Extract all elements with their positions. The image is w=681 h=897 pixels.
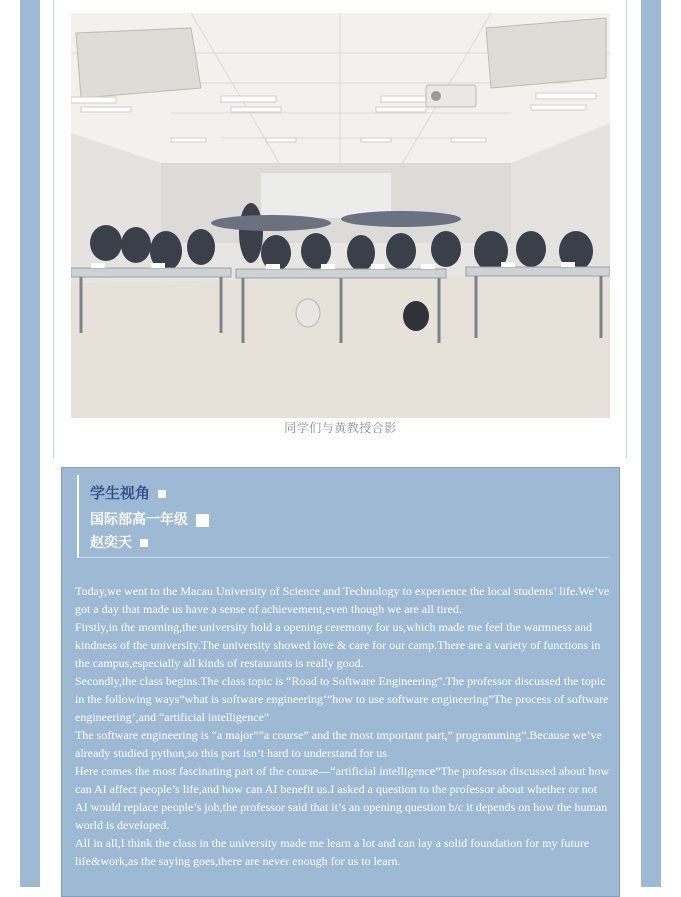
grade-row: [90, 509, 209, 529]
section-title-row: [90, 482, 166, 503]
left-side-band: [20, 0, 40, 887]
article-paragraph: Firstly,in the morning,the university hold a opening ceremony for us,which made me feel the warmness and kindness of the university.The university showed love & care for our camp.There are a variety of functions in the campus,especially all kinds of restaurants is really good.: [75, 620, 601, 670]
square-bullet-icon: [196, 514, 209, 527]
author-name: 赵奕天: [90, 535, 132, 551]
article-body: [75, 582, 611, 870]
article-paragraph: The software engineering is “a major””a course” and the most important part,” programming”.Because we’ve already studied python,so this part isn’t hard to understand for us.: [75, 728, 602, 760]
frame-line-left: [53, 0, 54, 458]
square-bullet-icon: [158, 490, 166, 498]
article-paragraph: Secondly,the class begins.The class topic is “Road to Software Engineering”.The professor discussed the topic in the following ways”what is software engineering’”how to use software engineering”The process of software engineering’,and “artificial intelligence”: [75, 674, 609, 724]
frame-line-right: [626, 0, 627, 458]
square-bullet-icon: [140, 539, 148, 547]
panel-header: [77, 475, 609, 558]
article-paragraph: All in all,I think the class in the university made me learn a lot and can lay a solid foundation for my future life&work,as the saying goes,there are never enough for us to learn.: [75, 836, 590, 868]
photo-caption: 同学们与黄教授合影: [284, 421, 397, 435]
section-title: 学生视角: [90, 484, 151, 502]
student-perspective-panel: [61, 467, 620, 897]
right-side-band: [641, 0, 661, 887]
grade-label: 国际部高一年级: [90, 512, 188, 528]
author-row: [90, 532, 148, 552]
article-paragraph: Here comes the most fascinating part of the course—“artificial intelligence”The professor discussed about how can AI affect people’s life,and how can AI benefit us.I asked a question to the professor about whether or not AI would replace people’s job,the professor said that it’s an opening question b/c it depends on how the human world is developed.: [75, 764, 610, 832]
group-photo: [71, 13, 610, 418]
article-paragraph: Today,we went to the Macau University of Science and Technology to experience the local students’ life.We’ve got a day that made us have a sense of achievement,even though we are all tired.: [75, 584, 610, 616]
